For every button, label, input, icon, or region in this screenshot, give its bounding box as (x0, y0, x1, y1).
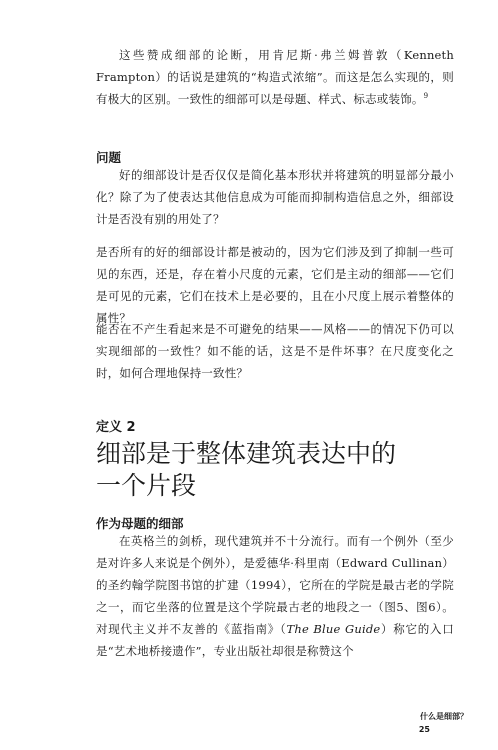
book-title-italic: The Blue Guide (286, 622, 381, 636)
footnote-marker: 9 (423, 92, 429, 101)
question-1: 好的细部设计是否仅仅是简化基本形状并将建筑的明显部分最小化？除了为了使表达其他信息成为可能而抑制构造信息之外，细部设计是否没有别的用处了？ (96, 168, 454, 226)
body-text-part2: ）称它的入口是“艺术地桥接遗作”，专业出版社却很是称赞这个 (96, 622, 454, 658)
intro-paragraph (96, 44, 454, 110)
page-number: 25 (418, 725, 430, 734)
definition-title: 细部是于整体建筑表达中的一个片段 (96, 439, 397, 500)
subheading: 作为母题的细部 (96, 516, 184, 531)
questions-heading: 问题 (96, 150, 122, 165)
running-footer-title: 什么是细部？ (420, 712, 468, 721)
intro-text: 这些赞成细部的论断，用肯尼斯·弗兰姆普敦（Kenneth Frampton）的话说是建筑的“构造式浓缩”。而这是怎么实现的，则有极大的区别。一致性的细部可以是母题、样式、标志或装饰。 (96, 48, 454, 106)
question-2: 是否所有的好的细部设计都是被动的，因为它们涉及到了抑制一些可见的东西，还是，存在着小尺度的元素，它们是主动的细部——它们是可见的元素，它们在技术上是必要的，且在小尺度上展示着整体的属性？ (96, 245, 454, 325)
definition-label: 定义 2 (96, 420, 136, 435)
body-text-part1: 在英格兰的剑桥，现代建筑并不十分流行。而有一个例外（至少是对许多人来说是个例外），是爱德华·科里南（Edward Cullinan）的圣约翰学院图书馆的扩建（1994），它所在的学院是最古老的学院之一，而它坐落的位置是这个学院最古老的地段之一（图5、图6）。对现代主义并不友善的《蓝指南》（ (96, 534, 454, 636)
body-paragraph (96, 530, 454, 662)
question-3: 能否在不产生看起来是不可避免的结果——风格——的情况下仍可以实现细部的一致性？如不能的话，这是不是件坏事？在尺度变化之时，如何合理地保持一致性？ (96, 322, 454, 380)
